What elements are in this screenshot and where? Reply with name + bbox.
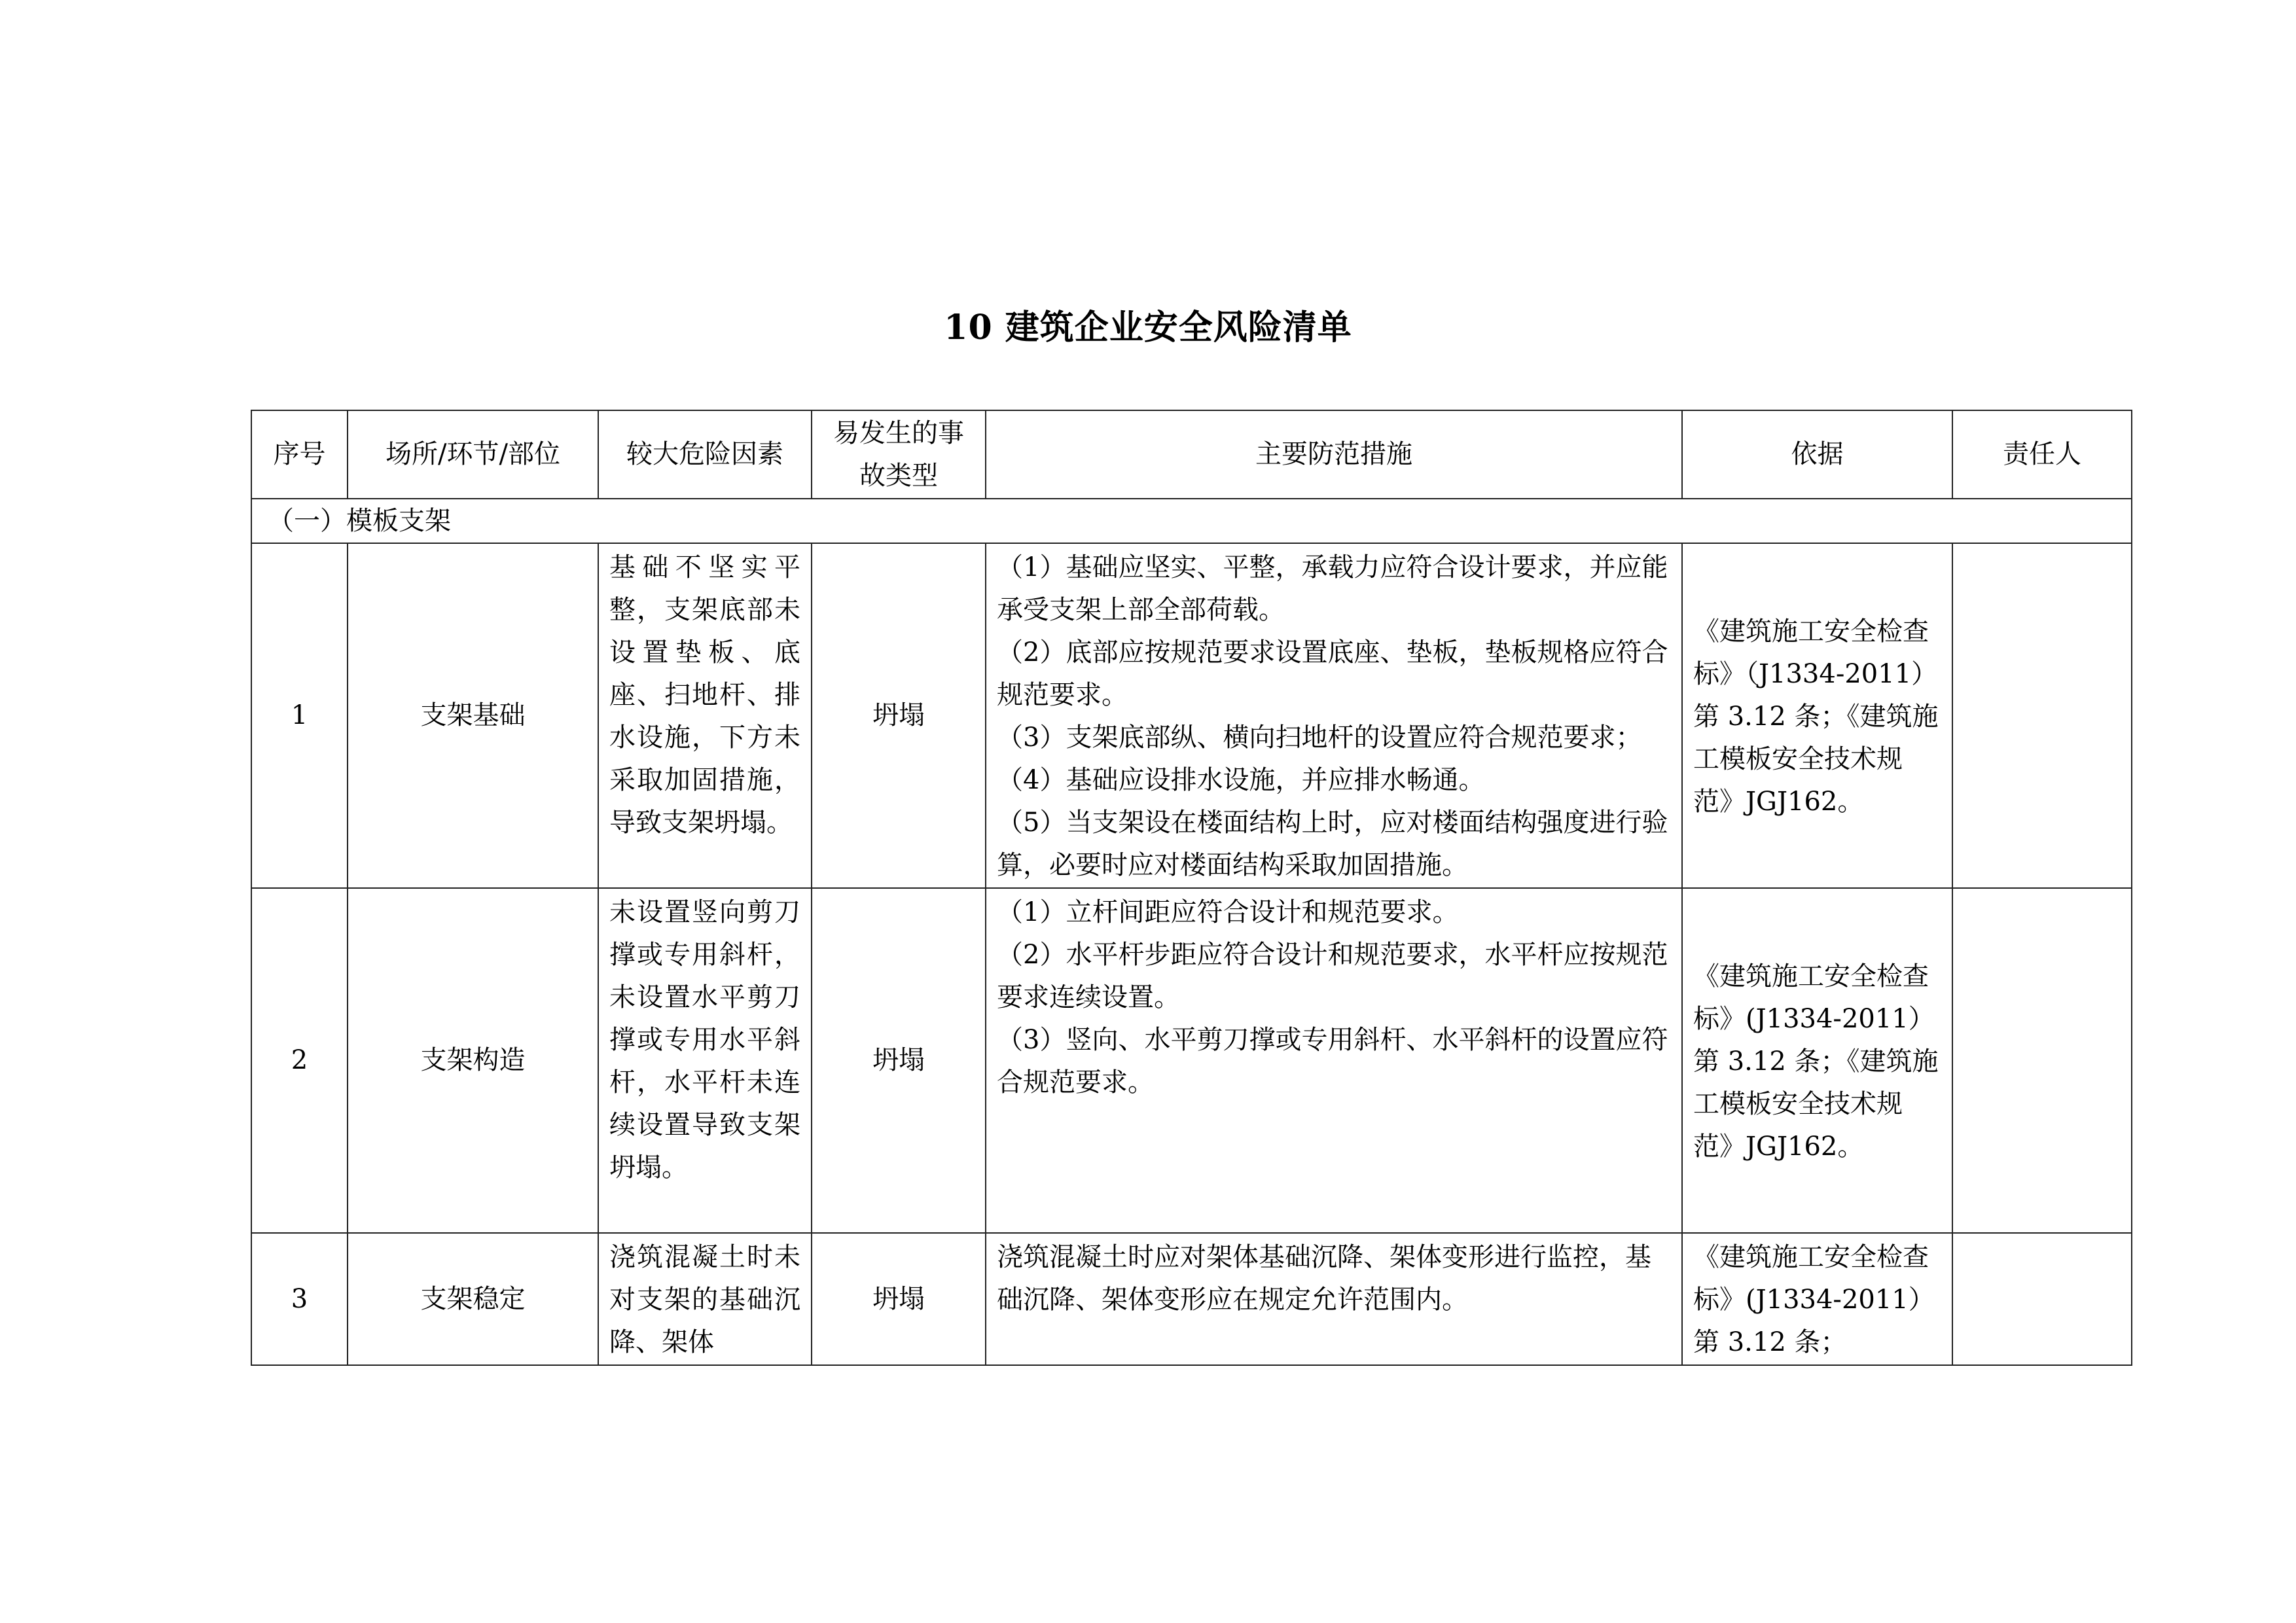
row-accident-type: 坍塌 bbox=[812, 1233, 986, 1365]
measure-item: （3）竖向、水平剪刀撑或专用斜杆、水平斜杆的设置应符合规范要求。 bbox=[997, 1025, 1668, 1097]
row-measures bbox=[986, 543, 1682, 888]
row-seq: 1 bbox=[251, 543, 348, 888]
table-row bbox=[251, 888, 2132, 1233]
header-measures: 主要防范措施 bbox=[986, 410, 1682, 499]
header-accident-type bbox=[812, 410, 986, 499]
section-title: （一）模板支架 bbox=[251, 499, 2132, 543]
header-seq: 序号 bbox=[251, 410, 348, 499]
row-basis: 《建筑施工安全检查标》(J1334-2011）第 3.12 条；《建筑施工模板安全技术规范》JGJ162。 bbox=[1682, 888, 1952, 1233]
measure-item: （4）基础应设排水设施，并应排水畅通。 bbox=[997, 765, 1485, 795]
header-responsible: 责任人 bbox=[1952, 410, 2132, 499]
row-basis: 《建筑施工安全检查标》(J1334-2011）第 3.12 条； bbox=[1682, 1233, 1952, 1365]
header-accident-type-line2: 故类型 bbox=[859, 460, 938, 491]
measure-item: （5）当支架设在楼面结构上时，应对楼面结构强度进行验算，必要时应对楼面结构采取加固措施。 bbox=[997, 808, 1668, 880]
row-accident-type: 坍塌 bbox=[812, 543, 986, 888]
row-seq: 3 bbox=[251, 1233, 348, 1365]
document-title: 10 建筑企业安全风险清单 bbox=[944, 308, 1352, 348]
header-basis: 依据 bbox=[1682, 410, 1952, 499]
section-row bbox=[251, 499, 2132, 543]
table-row bbox=[251, 1233, 2132, 1365]
header-hazard: 较大危险因素 bbox=[598, 410, 812, 499]
row-responsible bbox=[1952, 543, 2132, 888]
measure-item: （2）底部应按规范要求设置底座、垫板，垫板规格应符合规范要求。 bbox=[997, 637, 1668, 710]
row-location: 支架稳定 bbox=[348, 1233, 598, 1365]
table-header-row bbox=[251, 410, 2132, 499]
header-location: 场所/环节/部位 bbox=[348, 410, 598, 499]
row-measures bbox=[986, 888, 1682, 1233]
row-responsible bbox=[1952, 888, 2132, 1233]
row-hazard: 未设置竖向剪刀撑或专用斜杆，未设置水平剪刀撑或专用水平斜杆，水平杆未连续设置导致支架坍塌。 bbox=[598, 888, 812, 1233]
row-hazard: 基础不坚实平整，支架底部未设置垫板、底座、扫地杆、排水设施，下方未采取加固措施，导致支架坍塌。 bbox=[598, 543, 812, 888]
header-accident-type-line1: 易发生的事 bbox=[833, 418, 964, 448]
measure-item: （1）立杆间距应符合设计和规范要求。 bbox=[997, 897, 1459, 927]
measure-item: （2）水平杆步距应符合设计和规范要求，水平杆应按规范要求连续设置。 bbox=[997, 940, 1668, 1012]
row-hazard: 浇筑混凝土时未对支架的基础沉降、架体 bbox=[598, 1233, 812, 1365]
row-seq: 2 bbox=[251, 888, 348, 1233]
measure-item: 浇筑混凝土时应对架体基础沉降、架体变形进行监控，基础沉降、架体变形应在规定允许范围内。 bbox=[997, 1242, 1651, 1315]
row-measures bbox=[986, 1233, 1682, 1365]
measure-item: （1）基础应坚实、平整，承载力应符合设计要求，并应能承受支架上部全部荷载。 bbox=[997, 552, 1668, 625]
row-accident-type: 坍塌 bbox=[812, 888, 986, 1233]
table-row bbox=[251, 543, 2132, 888]
row-responsible bbox=[1952, 1233, 2132, 1365]
risk-table bbox=[251, 410, 2132, 1366]
row-location: 支架构造 bbox=[348, 888, 598, 1233]
row-basis: 《建筑施工安全检查标》（J1334-2011）第 3.12 条；《建筑施工模板安全技术规范》JGJ162。 bbox=[1682, 543, 1952, 888]
row-location: 支架基础 bbox=[348, 543, 598, 888]
measure-item: （3）支架底部纵、横向扫地杆的设置应符合规范要求； bbox=[997, 722, 1642, 753]
